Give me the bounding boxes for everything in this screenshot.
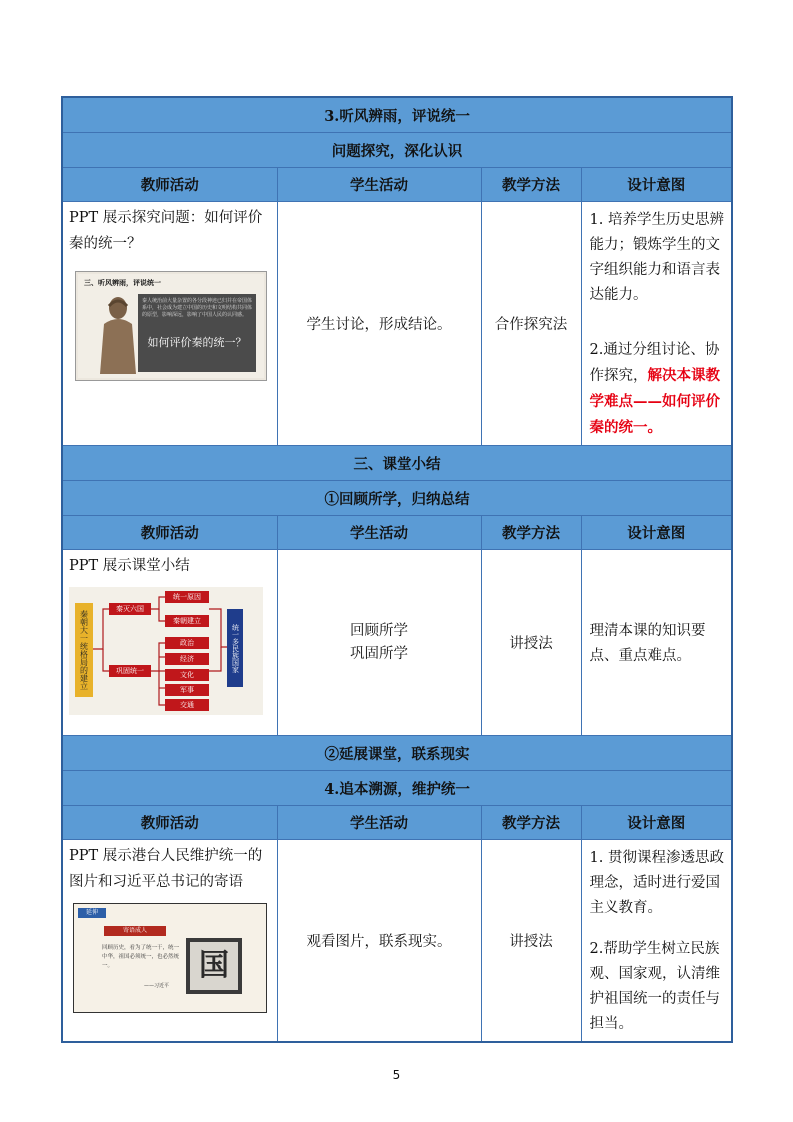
student-activity-line: 回顾所学	[350, 622, 408, 639]
slide-thumbnail	[73, 903, 267, 1013]
mindmap-node: 军事	[165, 684, 209, 696]
teacher-activity-text: PPT 展示港台人民维护统一的图片和习近平总书记的寄语	[69, 848, 263, 890]
student-activity-text: 学生讨论，形成结论。	[306, 317, 452, 333]
teacher-activity-cell	[62, 202, 277, 446]
method-cell	[481, 840, 581, 1043]
extend-subtitle: 4.追本溯源，维护统一	[62, 771, 732, 806]
student-activity-cell	[277, 550, 481, 736]
intent-text: 理清本课的知识要点、重点难点。	[589, 622, 706, 664]
slide-tag: 延伸	[78, 908, 106, 918]
student-activity-cell	[277, 202, 481, 446]
header-teacher: 教师活动	[62, 806, 277, 840]
terracotta-warrior-image	[94, 294, 140, 374]
teacher-activity-cell	[62, 550, 277, 736]
method-text: 讲授法	[509, 934, 553, 950]
mindmap-node: 统一原因	[165, 591, 209, 603]
section-subtitle-row	[62, 133, 732, 168]
header-intent: 设计意图	[581, 516, 732, 550]
header-method: 教学方法	[481, 168, 581, 202]
slide-question: 如何评价秦的统一？	[147, 336, 247, 349]
teacher-activity-cell	[62, 840, 277, 1043]
method-cell	[481, 550, 581, 736]
method-text: 讲授法	[509, 636, 553, 652]
intent-cell	[581, 840, 732, 1043]
intent-point-2-text: 2.通过分组讨论、协作探究，	[589, 342, 720, 384]
mindmap-node: 交通	[165, 699, 209, 711]
mindmap-branch-1: 秦灭六国	[109, 603, 151, 615]
mindmap-root: 秦朝大一统格局的建立	[75, 603, 93, 697]
slide-heading: 三、听风辨雨，评说统一	[84, 279, 161, 287]
slide-thumbnail	[75, 271, 267, 381]
guo-character-image: 国	[186, 938, 242, 994]
header-row	[62, 806, 732, 840]
mindmap-node: 文化	[165, 669, 209, 681]
summary-title-row	[62, 446, 732, 481]
page-number: 5	[392, 1068, 401, 1082]
teacher-activity-text: PPT 展示探究问题：如何评价秦的统一？	[69, 210, 263, 252]
table-row	[62, 202, 732, 446]
header-teacher: 教师活动	[62, 516, 277, 550]
header-student: 学生活动	[277, 806, 481, 840]
header-student: 学生活动	[277, 516, 481, 550]
summary-subtitle-row	[62, 481, 732, 516]
extend-title: ②延展课堂，联系现实	[62, 736, 732, 771]
summary-title: 三、课堂小结	[62, 446, 732, 481]
intent-point-2-emphasis: 解决本课教学难点——如何评价秦的统一。	[589, 367, 720, 436]
section-subtitle: 问题探究，深化认识	[62, 133, 732, 168]
mindmap-result: 统一多民族国家	[227, 609, 243, 687]
header-row	[62, 168, 732, 202]
slide-quote: 回顾历史，看为了统一干，统一中华，祖国必须统一，也必然统一。	[102, 945, 180, 969]
intent-point-1: 1. 培养学生历史思辨能力；锻炼学生的文字组织能力和语言表达能力。	[589, 212, 724, 303]
mindmap-thumbnail	[69, 587, 263, 715]
mindmap-node: 秦朝建立	[165, 615, 209, 627]
table-row	[62, 550, 732, 736]
method-text: 合作探究法	[494, 317, 568, 333]
mindmap-branch-2: 巩固统一	[109, 665, 151, 677]
intent-point-2: 2.帮助学生树立民族观、国家观，认清维护祖国统一的责任与担当。	[589, 941, 720, 1032]
student-activity-cell	[277, 840, 481, 1043]
extend-subtitle-row	[62, 771, 732, 806]
summary-subtitle: ①回顾所学，归纳总结	[62, 481, 732, 516]
method-cell	[481, 202, 581, 446]
slide-signature: ——习近平	[144, 983, 170, 989]
header-intent: 设计意图	[581, 806, 732, 840]
intent-point-2	[582, 332, 732, 445]
header-student: 学生活动	[277, 168, 481, 202]
slide-banner: 寄语成人	[104, 926, 166, 936]
teacher-activity-text: PPT 展示课堂小结	[69, 558, 190, 574]
header-row	[62, 516, 732, 550]
header-method: 教学方法	[481, 516, 581, 550]
header-teacher: 教师活动	[62, 168, 277, 202]
mindmap-node: 经济	[165, 653, 209, 665]
header-method: 教学方法	[481, 806, 581, 840]
mindmap-node: 政治	[165, 637, 209, 649]
lesson-plan-table	[61, 96, 733, 1043]
section-title: 3.听风辨雨，评说统一	[62, 97, 732, 133]
section-title-row	[62, 97, 732, 133]
extend-title-row	[62, 736, 732, 771]
header-intent: 设计意图	[581, 168, 732, 202]
student-activity-text: 观看图片，联系现实。	[306, 934, 452, 950]
intent-cell	[581, 202, 732, 446]
intent-point-1: 1. 贯彻课程渗透思政理念，适时进行爱国主义教育。	[589, 850, 724, 916]
intent-cell	[581, 550, 732, 736]
student-activity-line: 巩固所学	[350, 645, 408, 662]
slide-note: 秦人统治前大量杂置的各分段神迹已归并在帝国体系中，社会成为建立中国的历史和文明结构共同体的原型，影响深远，影响了中国人民的认同感。	[142, 298, 253, 318]
table-row	[62, 840, 732, 1043]
